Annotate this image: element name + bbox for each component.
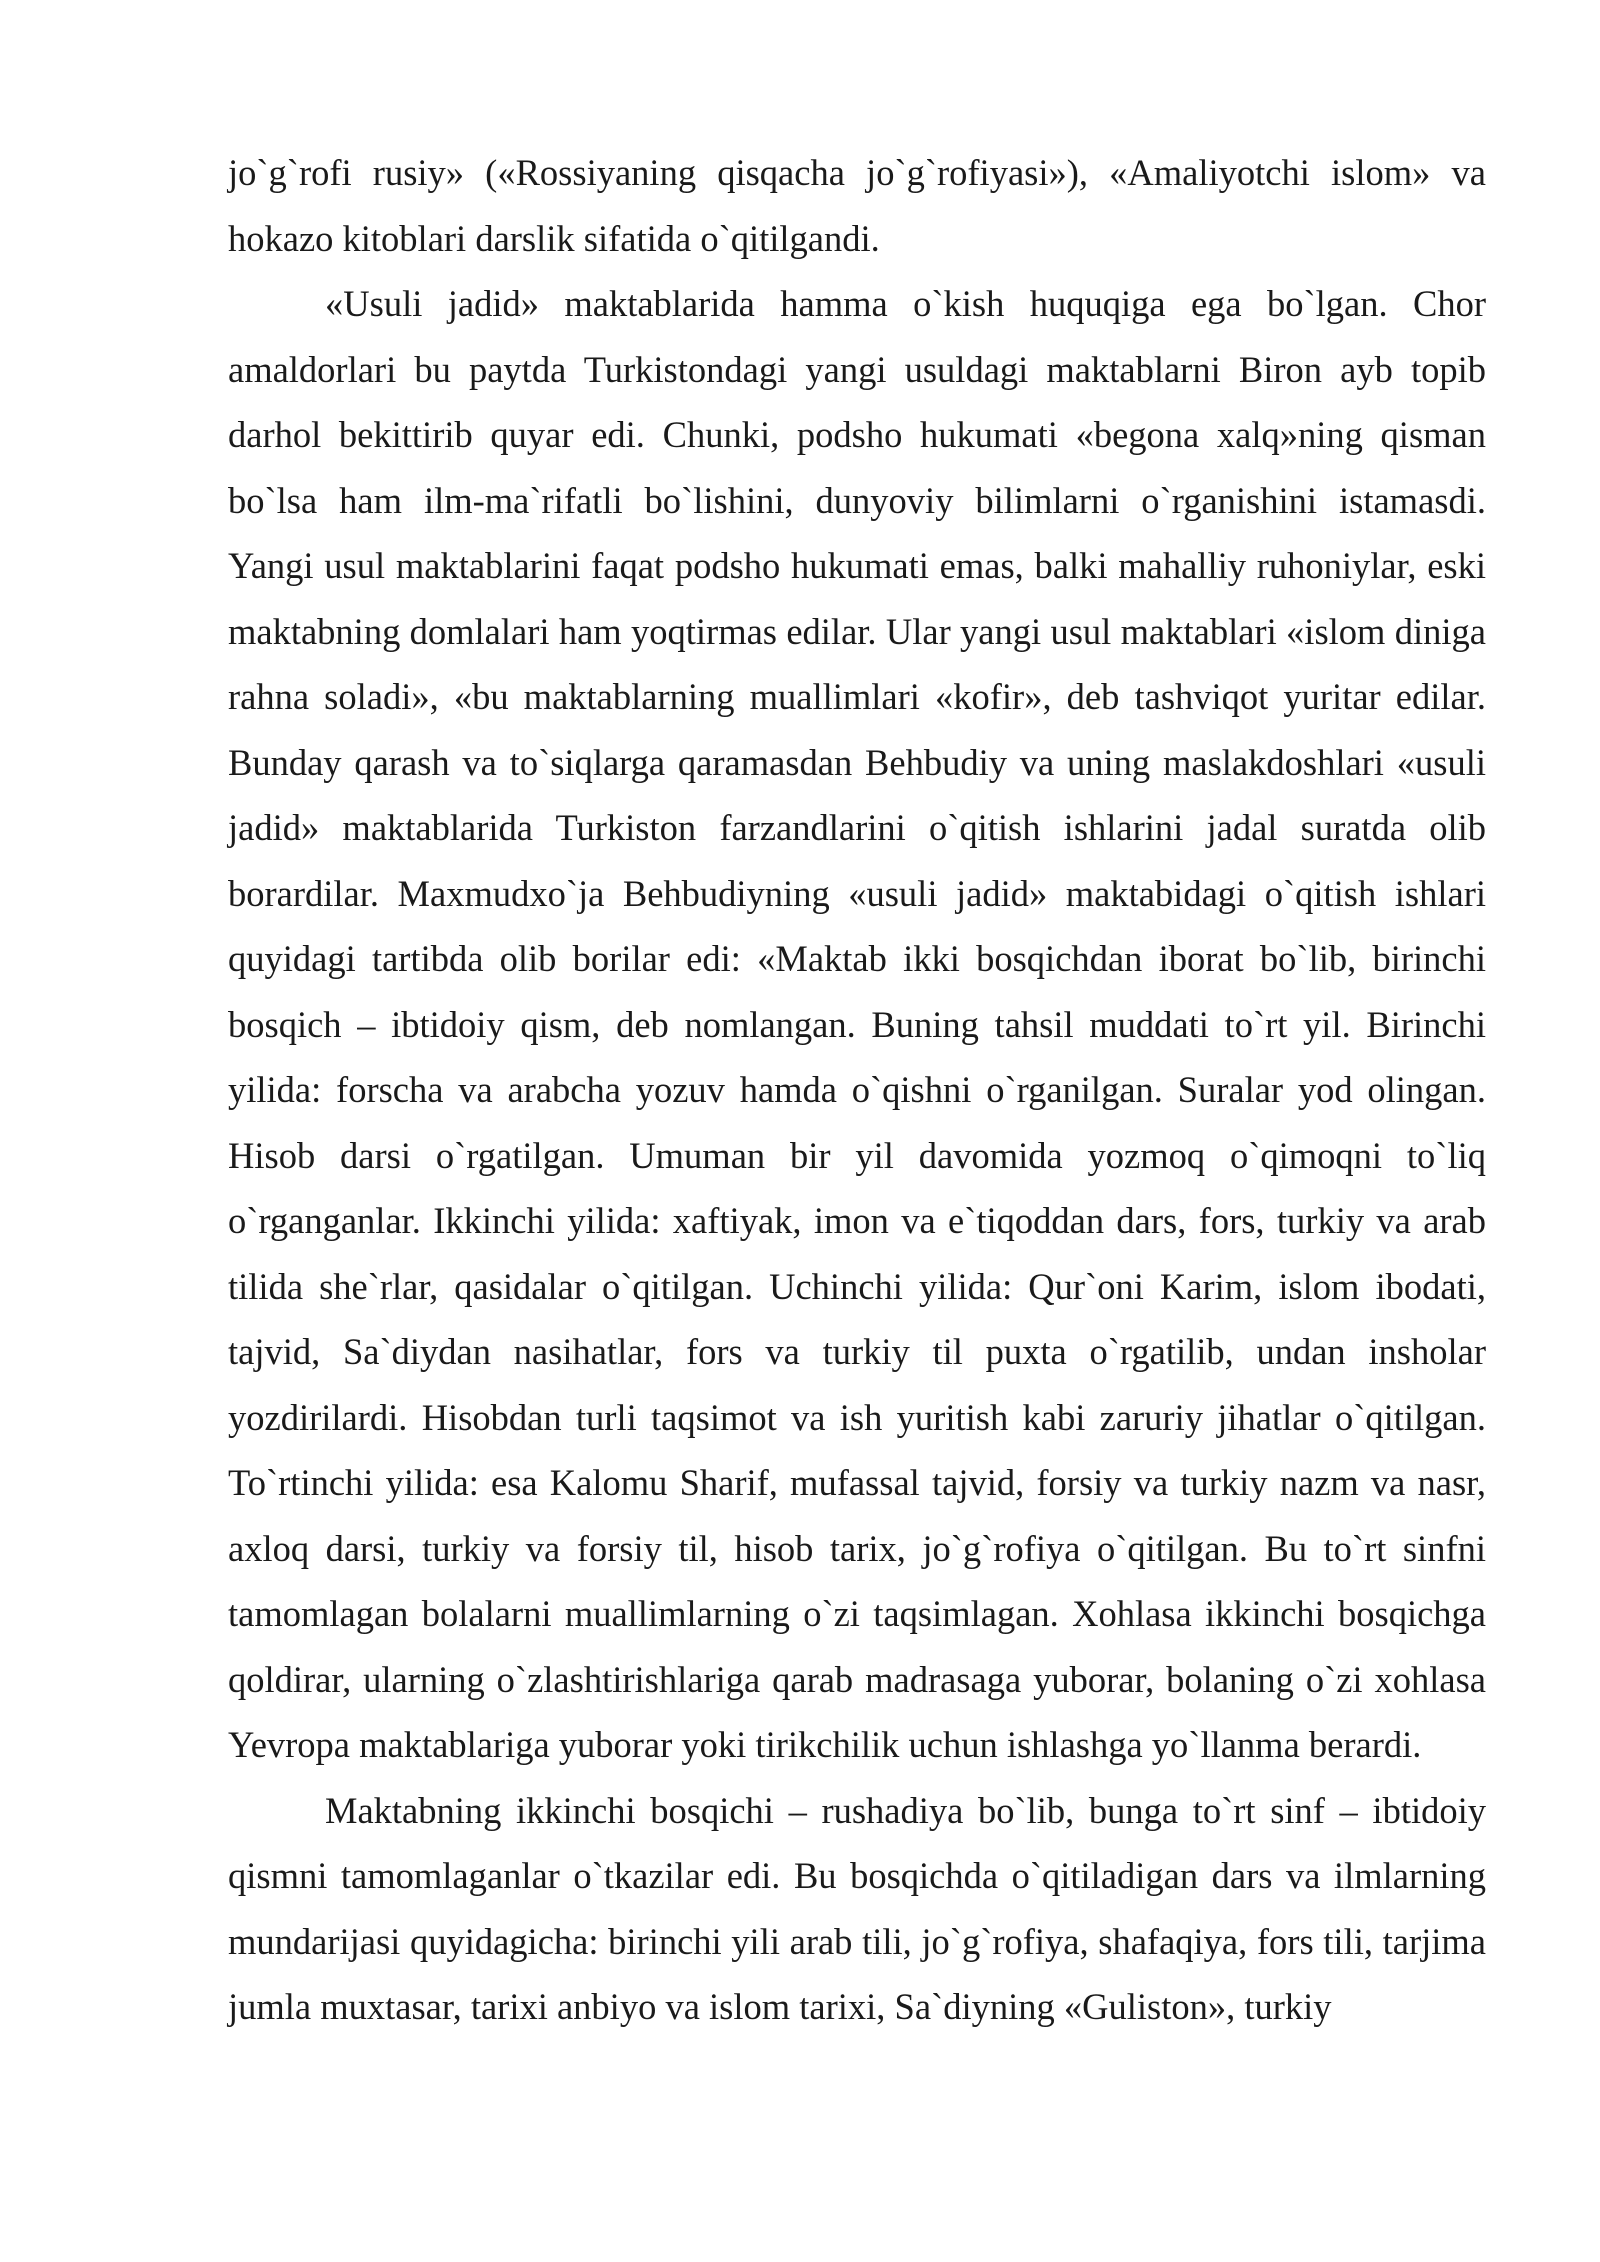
body-text [228,140,1486,2040]
paragraph-3: Maktabning ikkinchi bosqichi – rushadiya bo`lib, bunga to`rt sinf – ibtidoiy qismni tamomlaganlar o`tkazilar edi. Bu bosqichda o`qitiladigan dars va ilmlarning mundarijasi quyidagicha: birinchi yili arab tili, jo`g`rofiya, shafaqiya, fors tili, tarjima jumla muxtasar, tarixi anbiyo va islom tarixi, Sa`diyning «Guliston», turkiy [228,1789,1486,2027]
paragraph-1: jo`g`rofi rusiy» («Rossiyaning qisqacha jo`g`rofiyasi»), «Amaliyotchi islom» va hokazo kitoblari darslik sifatida o`qitilgandi. [228,152,1486,259]
paragraph-2: «Usuli jadid» maktablarida hamma o`kish huquqiga ega bo`lgan. Chor amaldorlari bu paytda Turkistondagi yangi usuldagi maktablarni Biron ayb topib darhol bekittirib quyar edi. Chunki, podsho hukumati «begona xalq»ning qisman bo`lsa ham ilm-ma`rifatli bo`lishini, dunyoviy bilimlarni o`rganishini istamasdi. Yangi usul maktablarini faqat podsho hukumati emas, balki mahalliy ruhoniylar, eski maktabning domlalari ham yoqtirmas edilar. Ular yangi usul maktablari «islom diniga rahna soladi», «bu maktablarning muallimlari «kofir», deb tashviqot yuritar edilar. Bunday qarash va to`siqlarga qaramasdan Behbudiy va uning maslakdoshlari «usuli jadid» maktablarida Turkiston farzandlarini o`qitish ishlarini jadal suratda olib borardilar. Maxmudxo`ja Behbudiyning «usuli jadid» maktabidagi o`qitish ishlari quyidagi tartibda olib borilar edi: «Maktab ikki bosqichdan iborat bo`lib, birinchi bosqich – ibtidoiy qism, deb nomlangan. Buning tahsil muddati to`rt yil. Birinchi yilida: forscha va arabcha yozuv hamda o`qishni o`rganilgan. Suralar yod olingan. Hisob darsi o`rgatilgan. Umuman bir yil davomida yozmoq o`qimoqni to`liq o`rganganlar. Ikkinchi yilida: xaftiyak, imon va e`tiqoddan dars, fors, turkiy va arab tilida she`rlar, qasidalar o`qitilgan. Uchinchi yilida: Qur`oni Karim, islom ibodati, tajvid, Sa`diydan nasihatlar, fors va turkiy til puxta o`rgatilib, undan insholar yozdirilardi. Hisobdan turli taqsimot va ish yuritish kabi zaruriy jihatlar o`qitilgan. To`rtinchi yilida: esa Kalomu Sharif, mufassal tajvid, forsiy va turkiy nazm va nasr, axloq darsi, turkiy va forsiy til, hisob tarix, jo`g`rofiya o`qitilgan. Bu to`rt sinfni tamomlagan bolalarni muallimlarning o`zi taqsimlagan. Xohlasa ikkinchi bosqichga qoldirar, ularning o`zlashtirishlariga qarab madrasaga yuborar, bolaning o`zi xohlasa Yevropa maktablariga yuborar yoki tirikchilik uchun ishlashga yo`llanma berardi. [228,283,1486,1765]
